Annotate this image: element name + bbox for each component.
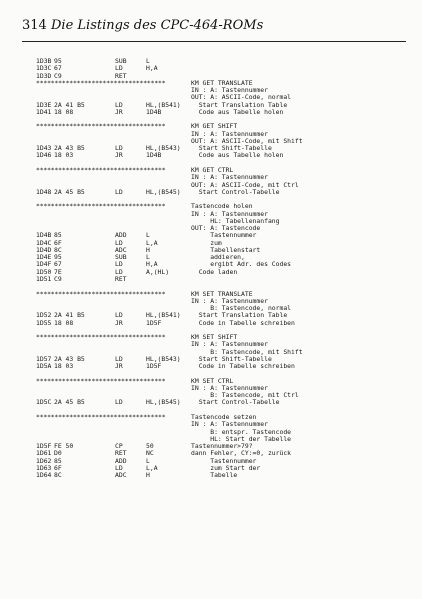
opcode-bytes-cell: 6F: [54, 463, 62, 472]
opcode-bytes-cell: 95: [54, 253, 62, 262]
separator-stars: ***********************************: [36, 165, 166, 174]
comment-cell: Start Control-Tabelle: [191, 187, 280, 196]
opcode-bytes-cell: C9: [54, 274, 62, 283]
mnemonic-cell: LD: [115, 311, 123, 320]
operand-cell: 1D4B: [146, 107, 162, 116]
opcode-bytes-cell: C9: [54, 71, 62, 80]
opcode-bytes-cell: 6F: [54, 238, 62, 247]
separator-stars: ***********************************: [36, 202, 166, 211]
operand-cell: NC: [146, 449, 154, 458]
comment-cell: OUT: A: Tastencode: [191, 224, 261, 233]
separator-stars: ***********************************: [36, 122, 166, 131]
listing-line: [36, 320, 396, 327]
opcode-bytes-cell: 7E: [54, 267, 62, 276]
address-cell: 1D3E: [36, 100, 52, 109]
comment-cell: Tabellenstart: [191, 245, 261, 254]
mnemonic-cell: JR: [115, 151, 123, 160]
address-cell: 1D51: [36, 274, 52, 283]
comment-cell: Code in Tabelle schreiben: [191, 362, 295, 371]
separator-stars: ***********************************: [36, 333, 166, 342]
mnemonic-cell: JR: [115, 362, 123, 371]
comment-cell: Tastencode setzen: [191, 413, 257, 422]
opcode-bytes-cell: 18 08: [54, 107, 74, 116]
listing-line: [36, 269, 396, 276]
opcode-bytes-cell: D0: [54, 449, 62, 458]
listing-line: [36, 276, 396, 283]
opcode-bytes-cell: 95: [54, 57, 62, 65]
comment-cell: Tastennummer: [191, 231, 257, 240]
page-number: 314: [22, 18, 47, 33]
comment-cell: Code in Tabelle schreiben: [191, 318, 295, 327]
mnemonic-cell: LD: [115, 398, 123, 407]
opcode-bytes-cell: 2A 43 B5: [54, 354, 85, 363]
operand-cell: L,A: [146, 238, 158, 247]
comment-cell: KM GET CTRL: [191, 165, 234, 174]
comment-cell: Code laden: [191, 267, 238, 276]
address-cell: 1D46: [36, 151, 52, 160]
comment-cell: KM SET SHIFT: [191, 333, 238, 342]
address-cell: 1D63: [36, 463, 52, 472]
address-cell: 1D55: [36, 318, 52, 327]
opcode-bytes-cell: 18 03: [54, 151, 74, 160]
address-cell: 1D4D: [36, 245, 52, 254]
address-cell: 1D61: [36, 449, 52, 458]
operand-cell: H,A: [146, 260, 158, 269]
address-cell: 1D62: [36, 456, 52, 465]
address-cell: 1D3B: [36, 57, 52, 65]
mnemonic-cell: LD: [115, 267, 123, 276]
address-cell: 1D4F: [36, 260, 52, 269]
mnemonic-cell: ADD: [115, 456, 127, 465]
mnemonic-cell: LD: [115, 354, 123, 363]
opcode-bytes-cell: 18 03: [54, 362, 74, 371]
operand-cell: L: [146, 57, 150, 65]
mnemonic-cell: LD: [115, 100, 123, 109]
comment-cell: B: Tastencode, mit Shift: [191, 347, 303, 356]
comment-cell: Tastencode holen: [191, 202, 253, 211]
comment-cell: zum: [191, 238, 222, 247]
opcode-bytes-cell: 2A 41 B5: [54, 100, 85, 109]
comment-cell: HL: Tabellenanfang: [191, 216, 280, 225]
address-cell: 1D4C: [36, 238, 52, 247]
opcode-bytes-cell: 2A 41 B5: [54, 311, 85, 320]
separator-stars: ***********************************: [36, 376, 166, 385]
mnemonic-cell: LD: [115, 238, 123, 247]
address-cell: 1D50: [36, 267, 52, 276]
assembly-listing: [36, 58, 396, 479]
address-cell: 1D57: [36, 354, 52, 363]
comment-cell: OUT: A: ASCII-Code, mit Shift: [191, 136, 303, 145]
operand-cell: H: [146, 245, 150, 254]
listing-line: [36, 152, 396, 159]
listing-line: [36, 65, 396, 72]
comment-cell: Start Control-Tabelle: [191, 398, 280, 407]
listing-line: [36, 472, 396, 479]
running-title: Die Listings des CPC-464-ROMs: [51, 18, 264, 33]
comment-cell: HL: Start der Tabelle: [191, 434, 292, 443]
opcode-bytes-cell: 2A 45 B5: [54, 187, 85, 196]
mnemonic-cell: LD: [115, 260, 123, 269]
separator-stars: ***********************************: [36, 413, 166, 422]
address-cell: 1D52: [36, 311, 52, 320]
comment-cell: Start Translation Table: [191, 311, 288, 320]
comment-cell: Code aus Tabelle holen: [191, 107, 284, 116]
opcode-bytes-cell: 85: [54, 456, 62, 465]
comment-cell: B: entspr. Tastencode: [191, 427, 292, 436]
operand-cell: 1D5F: [146, 362, 162, 371]
comment-cell: KM GET SHIFT: [191, 122, 238, 131]
operand-cell: HL,(B545): [146, 187, 181, 196]
comment-cell: Tastennummer>79?: [191, 442, 253, 451]
mnemonic-cell: JR: [115, 107, 123, 116]
comment-cell: IN : A: Tastennummer: [191, 209, 268, 218]
operand-cell: HL,(B543): [146, 144, 181, 153]
operand-cell: 1D4B: [146, 151, 162, 160]
address-cell: 1D5C: [36, 398, 52, 407]
mnemonic-cell: SUB: [115, 57, 127, 65]
mnemonic-cell: ADC: [115, 471, 127, 480]
mnemonic-cell: LD: [115, 463, 123, 472]
opcode-bytes-cell: 8C: [54, 245, 62, 254]
operand-cell: L: [146, 231, 150, 240]
comment-cell: Code aus Tabelle holen: [191, 151, 284, 160]
comment-cell: Start Shift-Tabelle: [191, 354, 272, 363]
address-cell: 1D3C: [36, 64, 52, 73]
comment-cell: B: Tastencode, mit Ctrl: [191, 391, 299, 400]
comment-cell: Tastennummer: [191, 456, 257, 465]
comment-cell: Tabelle: [191, 471, 238, 480]
operand-cell: 50: [146, 442, 154, 451]
mnemonic-cell: LD: [115, 64, 123, 73]
opcode-bytes-cell: 85: [54, 231, 62, 240]
comment-cell: KM SET CTRL: [191, 376, 234, 385]
operand-cell: L: [146, 253, 150, 262]
address-cell: 1D48: [36, 187, 52, 196]
mnemonic-cell: LD: [115, 144, 123, 153]
listing-line: [36, 189, 396, 196]
comment-cell: Start Translation Table: [191, 100, 288, 109]
address-cell: 1D4B: [36, 231, 52, 240]
operand-cell: A,(HL): [146, 267, 170, 276]
listing-line: [36, 109, 396, 116]
listing-line: [36, 58, 396, 65]
comment-cell: KM GET TRANSLATE: [191, 78, 253, 87]
address-cell: 1D64: [36, 471, 52, 480]
address-cell: 1D43: [36, 144, 52, 153]
address-cell: 1D41: [36, 107, 52, 116]
opcode-bytes-cell: 2A 43 B5: [54, 144, 85, 153]
comment-cell: dann Fehler, CY:=0, zurück: [191, 449, 292, 458]
opcode-bytes-cell: 67: [54, 64, 62, 73]
mnemonic-cell: RET: [115, 274, 127, 283]
address-cell: 1D4E: [36, 253, 52, 262]
operand-cell: HL,(B543): [146, 354, 181, 363]
address-cell: 1D5F: [36, 442, 52, 451]
opcode-bytes-cell: 67: [54, 260, 62, 269]
page-header: [22, 18, 410, 40]
comment-cell: IN : A: Tastennummer: [191, 420, 268, 429]
comment-cell: ergibt Adr. des Codes: [191, 260, 292, 269]
operand-cell: 1D5F: [146, 318, 162, 327]
comment-cell: IN : A: Tastennummer: [191, 173, 268, 182]
mnemonic-cell: RET: [115, 71, 127, 80]
opcode-bytes-cell: 2A 45 B5: [54, 398, 85, 407]
operand-cell: HL,(B541): [146, 100, 181, 109]
comment-cell: OUT: A: ASCII-Code, mit Ctrl: [191, 180, 299, 189]
address-cell: 1D5A: [36, 362, 52, 371]
mnemonic-cell: RET: [115, 449, 127, 458]
operand-cell: H,A: [146, 64, 158, 73]
comment-cell: Start Shift-Tabelle: [191, 144, 272, 153]
address-cell: 1D3D: [36, 71, 52, 80]
comment-cell: IN : A: Tastennummer: [191, 296, 268, 305]
opcode-bytes-cell: 18 08: [54, 318, 74, 327]
operand-cell: H: [146, 471, 150, 480]
separator-stars: ***********************************: [36, 78, 166, 87]
opcode-bytes-cell: 8C: [54, 471, 62, 480]
mnemonic-cell: CP: [115, 442, 123, 451]
operand-cell: HL,(B545): [146, 398, 181, 407]
separator-stars: ***********************************: [36, 289, 166, 298]
operand-cell: HL,(B541): [146, 311, 181, 320]
comment-cell: addieren,: [191, 253, 245, 262]
mnemonic-cell: ADC: [115, 245, 127, 254]
comment-cell: OUT: A: ASCII-Code, normal: [191, 93, 292, 102]
comment-cell: IN : A: Tastennummer: [191, 129, 268, 138]
comment-cell: IN : A: Tastennummer: [191, 383, 268, 392]
comment-cell: zum Start der: [191, 463, 261, 472]
mnemonic-cell: SUB: [115, 253, 127, 262]
comment-cell: KM SET TRANSLATE: [191, 289, 253, 298]
listing-line: [36, 363, 396, 370]
opcode-bytes-cell: FE 50: [54, 442, 74, 451]
comment-cell: IN : A: Tastennummer: [191, 86, 268, 95]
listing-line: [36, 399, 396, 406]
operand-cell: L: [146, 456, 150, 465]
operand-cell: L,A: [146, 463, 158, 472]
mnemonic-cell: LD: [115, 187, 123, 196]
mnemonic-cell: JR: [115, 318, 123, 327]
mnemonic-cell: ADD: [115, 231, 127, 240]
comment-cell: IN : A: Tastennummer: [191, 340, 268, 349]
header-rule: [22, 41, 406, 42]
comment-cell: B: Tastencode, normal: [191, 304, 292, 313]
